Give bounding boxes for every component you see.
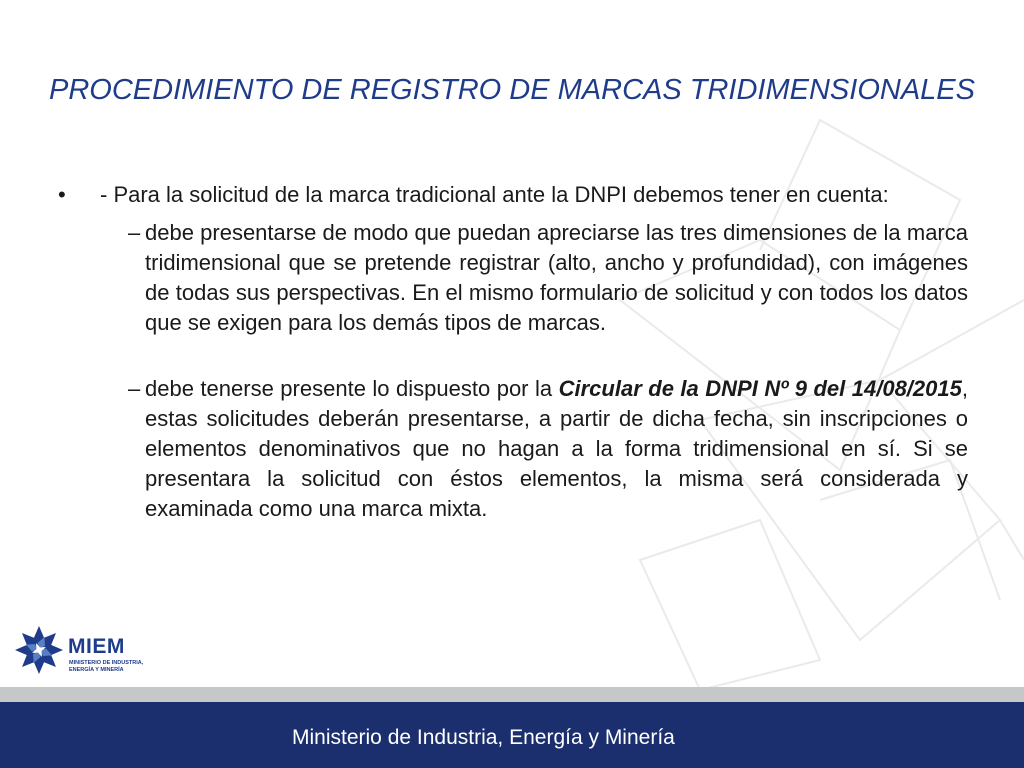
dash-icon: – xyxy=(128,376,141,401)
sub-item-text: debe presentarse de modo que puedan apreciarse las tres dimensiones de la marca tridimensional que se pretende registrar (alto, ancho y profundidad), con imágenes de todas sus perspectivas. En el mismo formulario de solicitud y con todos los datos que se exigen para los demás tipos de marcas. xyxy=(145,220,968,335)
logo-subtitle-line1: MINISTERIO DE INDUSTRIA, xyxy=(69,660,144,666)
dash-icon: – xyxy=(128,220,141,245)
miem-logo xyxy=(14,624,154,684)
bullet-text: - Para la solicitud de la marca tradicional ante la DNPI debemos tener en cuenta: xyxy=(100,182,889,207)
star-flower-icon xyxy=(14,624,64,676)
footer-ministry-name: Ministerio de Industria, Energía y Minería xyxy=(292,726,675,749)
bullet-item xyxy=(56,180,968,209)
sub-item-dimensions xyxy=(56,218,968,338)
slide-content xyxy=(56,180,968,524)
footer-divider-strip xyxy=(0,687,1024,702)
logo-name: MIEM xyxy=(68,635,125,658)
slide-title: PROCEDIMIENTO DE REGISTRO DE MARCAS TRIDIMENSIONALES xyxy=(49,74,975,106)
sub-item-text-after: , estas solicitudes deberán presentarse, a partir de dicha fecha, sin inscripciones o elementos denominativos que no hagan a la forma tridimensional en sí. Si se presentara la solicitud con éstos elementos, la misma será considerada y examinada como una marca mixta. xyxy=(145,376,968,521)
bullet-icon: • xyxy=(58,182,66,207)
logo-subtitle-line2: ENERGÍA Y MINERÍA xyxy=(69,667,124,673)
sub-item-circular xyxy=(56,374,968,524)
circular-reference: Circular de la DNPI Nº 9 del 14/08/2015 xyxy=(558,376,962,401)
sub-item-text-before: debe tenerse presente lo dispuesto por la xyxy=(145,376,559,401)
